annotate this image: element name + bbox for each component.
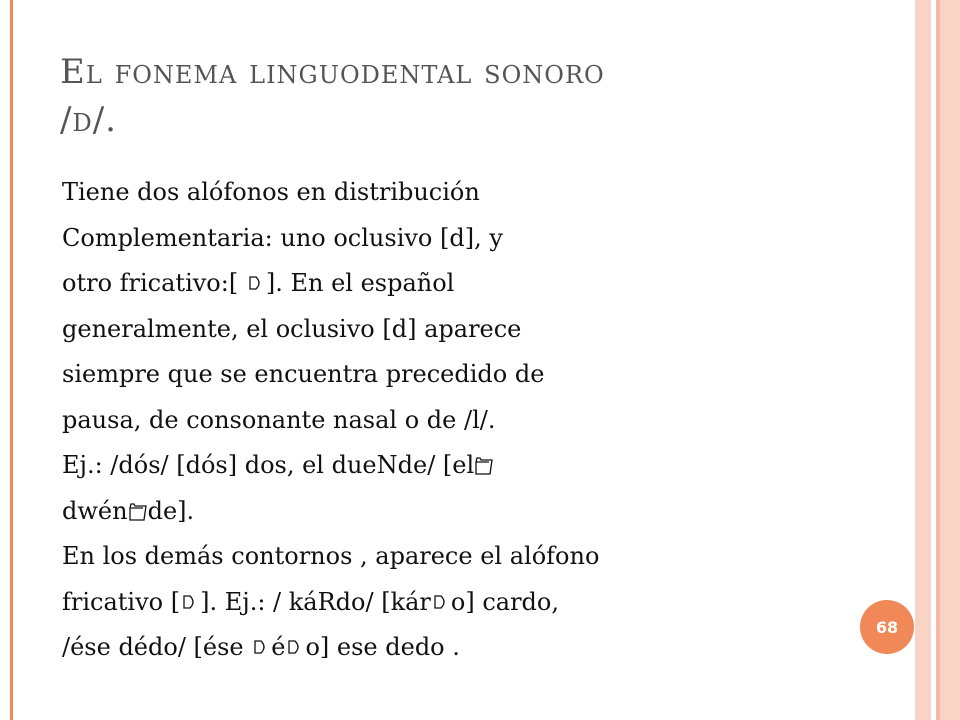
body-text-segment: Tiene dos alófonos en distribución bbox=[62, 178, 480, 206]
slide-title bbox=[60, 48, 880, 144]
body-text-segment: o] ese dedo . bbox=[305, 633, 460, 661]
body-line bbox=[62, 534, 862, 580]
body-line bbox=[62, 625, 862, 671]
body-text-segment: ]. Ej.: / káRdo/ [kár bbox=[200, 587, 431, 616]
unknown-glyph-icon bbox=[432, 591, 450, 613]
body-line bbox=[62, 398, 862, 444]
unknown-glyph-icon bbox=[286, 636, 304, 658]
body-text-segment: pausa, de consonante nasal o de /l/. bbox=[62, 405, 496, 434]
body-text-segment: otro fricativo:[ bbox=[62, 269, 246, 297]
page-number-badge: 68 bbox=[860, 600, 914, 654]
body-line bbox=[62, 352, 862, 398]
body-line bbox=[62, 489, 862, 535]
folder-glyph-icon bbox=[129, 500, 147, 522]
body-line bbox=[62, 216, 862, 262]
unknown-glyph-icon bbox=[181, 591, 199, 613]
slide-title-line: El fonema linguodental sonoro bbox=[60, 52, 605, 92]
body-text-segment: o] cardo, bbox=[450, 587, 559, 616]
body-text-segment: fricativo [ bbox=[62, 587, 181, 616]
left-accent-rule bbox=[10, 0, 13, 720]
body-text-segment: /ése dédo/ [ése bbox=[62, 633, 252, 661]
unknown-glyph-icon bbox=[252, 636, 270, 658]
body-text-segment: generalmente, el oclusivo [d] aparece bbox=[62, 314, 522, 343]
stripe bbox=[940, 0, 960, 720]
unknown-glyph-icon bbox=[247, 272, 265, 294]
stripe bbox=[915, 0, 931, 720]
body-text-segment: siempre que se encuentra precedido de bbox=[62, 360, 545, 388]
body-line bbox=[62, 443, 862, 489]
body-text-segment: Complementaria: uno oclusivo [d], y bbox=[62, 223, 503, 252]
body-text-segment: ]. En el español bbox=[265, 269, 455, 297]
right-decorative-stripes bbox=[915, 0, 960, 720]
body-text-segment: dwén bbox=[62, 496, 128, 525]
body-line bbox=[62, 580, 862, 626]
slide-title-line: /d/. bbox=[60, 100, 117, 140]
folder-glyph-icon bbox=[475, 454, 493, 476]
body-text-segment: Ej.: /dós/ [dós] dos, el dueNde/ [el bbox=[62, 451, 475, 479]
body-line bbox=[62, 261, 862, 307]
body-text-segment: de]. bbox=[147, 496, 195, 525]
slide-body-text bbox=[62, 170, 862, 671]
body-text-segment: é bbox=[271, 633, 286, 661]
body-line bbox=[62, 170, 862, 216]
body-line bbox=[62, 307, 862, 353]
body-text-segment: En los demás contornos , aparece el alófono bbox=[62, 542, 600, 570]
